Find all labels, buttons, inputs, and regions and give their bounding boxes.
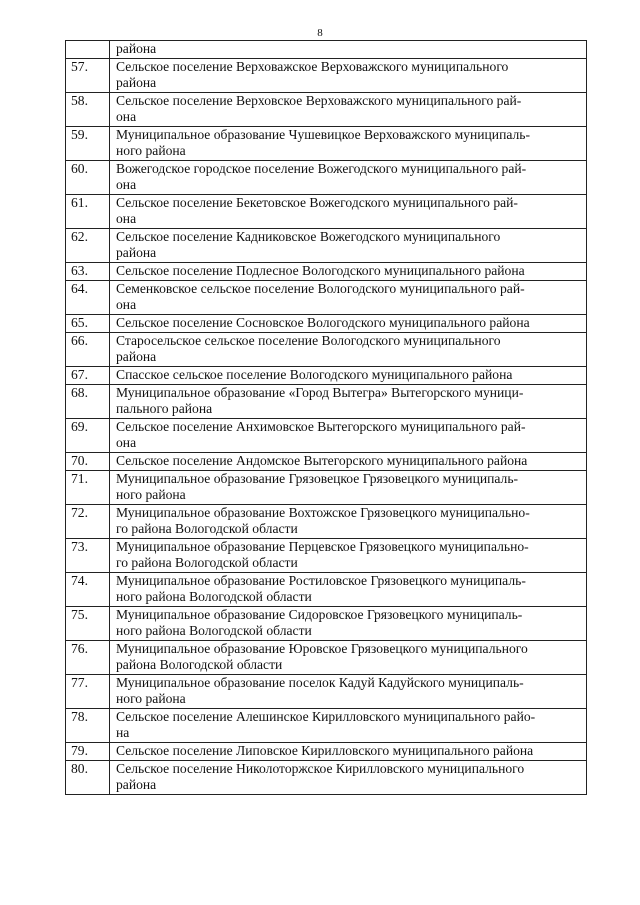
row-text-line: на	[116, 725, 130, 740]
row-text-line: ного района Вологодской области	[116, 623, 312, 638]
municipality-table	[65, 40, 587, 795]
row-text	[110, 195, 587, 229]
row-text	[110, 367, 587, 385]
row-text-line: Сельское поселение Бекетовское Вожегодского муниципального рай-	[116, 195, 518, 210]
row-text-line: района	[116, 75, 157, 90]
row-number: 71.	[66, 471, 110, 505]
row-text-line: Сельское поселение Липовское Кирилловского муниципального района	[116, 743, 534, 758]
row-text	[110, 573, 587, 607]
table-row	[66, 333, 587, 367]
row-number: 59.	[66, 127, 110, 161]
row-number: 74.	[66, 573, 110, 607]
row-number: 79.	[66, 743, 110, 761]
row-text	[110, 471, 587, 505]
table-row	[66, 315, 587, 333]
row-text	[110, 743, 587, 761]
table-row	[66, 573, 587, 607]
row-number: 60.	[66, 161, 110, 195]
row-text	[110, 263, 587, 281]
row-text-line: Сельское поселение Алешинское Кирилловского муниципального райо-	[116, 709, 536, 724]
row-text	[110, 539, 587, 573]
row-text	[110, 281, 587, 315]
table-row	[66, 41, 587, 59]
row-text-line: Сельское поселение Верховажское Верховажского муниципального	[116, 59, 509, 74]
row-text	[110, 607, 587, 641]
row-number: 72.	[66, 505, 110, 539]
row-number: 76.	[66, 641, 110, 675]
table-row	[66, 195, 587, 229]
row-number: 64.	[66, 281, 110, 315]
table-row	[66, 367, 587, 385]
row-text	[110, 709, 587, 743]
row-number: 77.	[66, 675, 110, 709]
row-number: 65.	[66, 315, 110, 333]
row-text-line: она	[116, 177, 137, 192]
row-text-line: района	[116, 41, 157, 56]
row-number: 58.	[66, 93, 110, 127]
row-number: 67.	[66, 367, 110, 385]
row-number: 75.	[66, 607, 110, 641]
row-text	[110, 419, 587, 453]
row-text-line: ного района Вологодской области	[116, 589, 312, 604]
row-text-line: Сельское поселение Кадниковское Вожегодского муниципального	[116, 229, 501, 244]
row-number: 78.	[66, 709, 110, 743]
table-row	[66, 761, 587, 795]
table-row	[66, 539, 587, 573]
table-row	[66, 161, 587, 195]
table-row	[66, 127, 587, 161]
row-text-line: Сельское поселение Андомское Вытегорского муниципального района	[116, 453, 528, 468]
row-text	[110, 675, 587, 709]
row-text	[110, 93, 587, 127]
row-text	[110, 453, 587, 471]
row-text-line: она	[116, 435, 137, 450]
row-text	[110, 127, 587, 161]
row-text-line: го района Вологодской области	[116, 521, 298, 536]
row-number: 57.	[66, 59, 110, 93]
row-text-line: Сельское поселение Анхимовское Вытегорского муниципального рай-	[116, 419, 526, 434]
row-text-line: Муниципальное образование Юровское Грязовецкого муниципального	[116, 641, 528, 656]
row-number: 80.	[66, 761, 110, 795]
row-text-line: Муниципальное образование «Город Вытегра» Вытегорского муници-	[116, 385, 524, 400]
row-text-line: района	[116, 349, 157, 364]
row-text-line: она	[116, 297, 137, 312]
row-text	[110, 385, 587, 419]
table-row	[66, 59, 587, 93]
row-text-line: Вожегодское городское поселение Вожегодского муниципального рай-	[116, 161, 527, 176]
table-row	[66, 675, 587, 709]
row-text-line: Сельское поселение Верховское Верховажского муниципального рай-	[116, 93, 522, 108]
row-text-line: Сельское поселение Николоторжское Кирилловского муниципального	[116, 761, 525, 776]
page-number: 8	[317, 27, 323, 39]
row-text	[110, 41, 587, 59]
row-text-line: Муниципальное образование Перцевское Грязовецкого муниципально-	[116, 539, 529, 554]
row-text	[110, 505, 587, 539]
row-text	[110, 59, 587, 93]
row-text-line: Старосельское сельское поселение Вологодского муниципального	[116, 333, 501, 348]
row-text	[110, 761, 587, 795]
row-number: 73.	[66, 539, 110, 573]
table-row	[66, 453, 587, 471]
table-row	[66, 263, 587, 281]
row-number: 66.	[66, 333, 110, 367]
table-row	[66, 709, 587, 743]
row-text	[110, 641, 587, 675]
row-text-line: ного района	[116, 691, 186, 706]
row-text-line: Муниципальное образование Грязовецкое Грязовецкого муниципаль-	[116, 471, 519, 486]
row-number: 61.	[66, 195, 110, 229]
row-number	[66, 41, 110, 59]
table-row	[66, 641, 587, 675]
table-row	[66, 419, 587, 453]
table-row	[66, 93, 587, 127]
row-text-line: района	[116, 245, 157, 260]
row-text-line: Сельское поселение Подлесное Вологодского муниципального района	[116, 263, 525, 278]
row-text-line: Муниципальное образование поселок Кадуй Кадуйского муниципаль-	[116, 675, 524, 690]
row-number: 62.	[66, 229, 110, 263]
table-row	[66, 281, 587, 315]
row-text-line: Муниципальное образование Чушевицкое Верховажского муниципаль-	[116, 127, 531, 142]
table-row	[66, 505, 587, 539]
row-text-line: Семенковское сельское поселение Вологодского муниципального рай-	[116, 281, 525, 296]
row-text	[110, 315, 587, 333]
table-row	[66, 385, 587, 419]
row-text-line: района	[116, 777, 157, 792]
row-text	[110, 161, 587, 195]
table-row	[66, 607, 587, 641]
row-number: 63.	[66, 263, 110, 281]
row-text-line: пального района	[116, 401, 213, 416]
row-text-line: го района Вологодской области	[116, 555, 298, 570]
row-number: 69.	[66, 419, 110, 453]
row-text-line: Муниципальное образование Вохтожское Грязовецкого муниципально-	[116, 505, 530, 520]
row-number: 70.	[66, 453, 110, 471]
row-text-line: Сельское поселение Сосновское Вологодского муниципального района	[116, 315, 530, 330]
row-number: 68.	[66, 385, 110, 419]
row-text	[110, 229, 587, 263]
row-text-line: она	[116, 211, 137, 226]
row-text	[110, 333, 587, 367]
row-text-line: Спасское сельское поселение Вологодского муниципального района	[116, 367, 513, 382]
table-row	[66, 471, 587, 505]
table-row	[66, 743, 587, 761]
row-text-line: ного района	[116, 487, 186, 502]
table-row	[66, 229, 587, 263]
row-text-line: района Вологодской области	[116, 657, 283, 672]
row-text-line: ного района	[116, 143, 186, 158]
row-text-line: Муниципальное образование Сидоровское Грязовецкого муниципаль-	[116, 607, 523, 622]
row-text-line: Муниципальное образование Ростиловское Грязовецкого муниципаль-	[116, 573, 526, 588]
row-text-line: она	[116, 109, 137, 124]
